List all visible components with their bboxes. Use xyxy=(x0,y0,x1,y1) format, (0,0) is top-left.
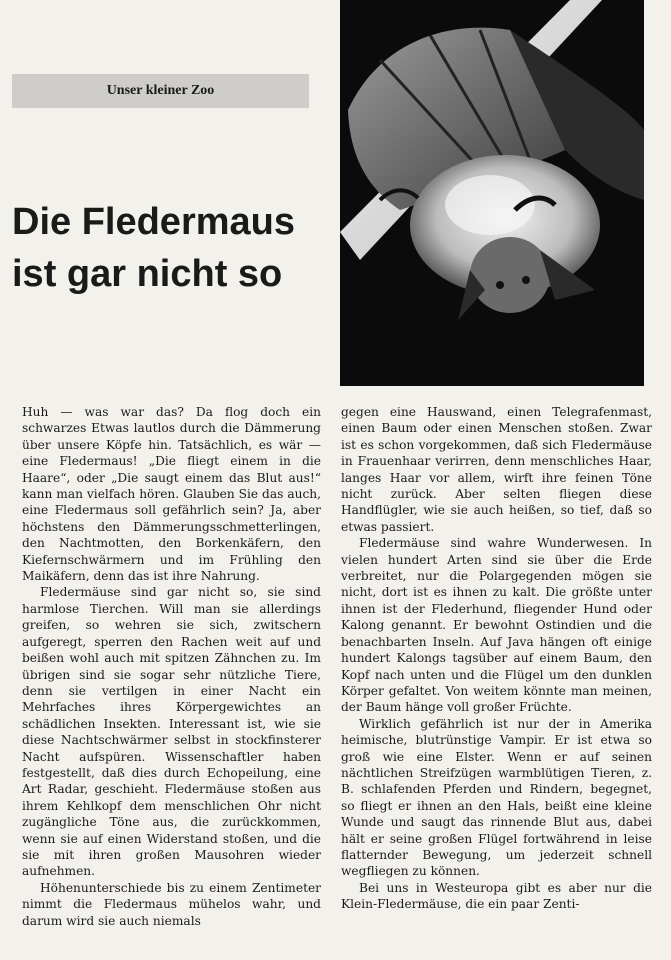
paragraph: gegen eine Hauswand, einen Telegrafenmast, einen Baum oder einen Menschen stoßen. Zwar ist es schon vorgekommen, daß sich Fledermäuse in Frauenhaar verirren, denn menschliches Haar, langes Haar vor allem, wirft ihre feinen Töne nicht zurück. Aber selten fliegen diese Handflügler, wie sie auch heißen, so tief, daß so etwas passiert. xyxy=(341,405,652,534)
article-column-left xyxy=(22,404,321,929)
paragraph: Höhenunterschiede bis zu einem Zentimeter nimmt die Fledermaus mühelos wahr, und darum wird sie auch niemals xyxy=(22,880,321,928)
bat-photo xyxy=(340,0,644,386)
article-column-right xyxy=(341,404,652,913)
headline xyxy=(12,196,332,300)
paragraph: Huh — was war das? Da flog doch ein schwarzes Etwas lautlos durch die Dämmerung über unsere Köpfe hin. Tatsächlich, es wär — eine Fledermaus! „Die fliegt einem in die Haare“, oder „Die saugt einem das Blut aus!“ kann man vielfach hören. Glauben Sie das auch, eine Fledermaus soll gefährlich sein? Ja, aber höchstens den Dämmerungsschmetterlingen, den Nachtmotten, den Borkenkäfern, den Kiefernschwärmern und im Frühling den Maikäfern, denn das ist ihre Nahrung. xyxy=(22,405,321,584)
bat-illustration-icon xyxy=(340,0,644,386)
paragraph: Bei uns in Westeuropa gibt es aber nur die Klein-Fledermäuse, die ein paar Zenti- xyxy=(341,880,652,912)
headline-line-1: Die Fledermaus xyxy=(12,201,295,243)
paragraph: Wirklich gefährlich ist nur der in Amerika heimische, blutrünstige Vampir. Er ist etwa so groß wie eine Elster. Wenn er auf seinen nächtlichen Streifzügen warmblütigen Tieren, z. B. schlafenden Pferden und Rindern, begegnet, so fliegt er ihnen an den Hals, beißt eine kleine Wunde und saugt das rinnende Blut aus, dabei hält er seine großen Flügel fortwährend in leise flatternder Bewegung, um jederzeit schnell wegfliegen zu können. xyxy=(341,716,652,879)
paragraph: Fledermäuse sind gar nicht so, sie sind harmlose Tierchen. Will man sie allerdings greifen, so wehren sie sich, zwitschern aufgeregt, sperren den Rachen weit auf und beißen wohl auch mit spitzen Zähnchen zu. Im übrigen sind sie sogar sehr nützliche Tiere, denn sie vertilgen in einer Nacht ein Mehrfaches ihres Körpergewichtes an schädlichen Insekten. Interessant ist, wie sie diese Nachtschwärmer selbst in stockfinsterer Nacht aufspüren. Wissenschaftler haben festgestellt, daß dies durch Echopeilung, eine Art Radar, geschieht. Fledermäuse stoßen aus ihrem Kehlkopf dem menschlichen Ohr nicht zugängliche Töne aus, die zurückkommen, wenn sie auf einen Widerstand stoßen, und die sie mit ihren großen Mausohren wieder aufnehmen. xyxy=(22,585,321,879)
headline-line-2: ist gar nicht so xyxy=(12,253,283,295)
paragraph: Fledermäuse sind wahre Wunderwesen. In vielen hundert Arten sind sie über die Erde verbreitet, nur die Polargegenden mögen sie nicht, dort ist es ihnen zu kalt. Die größte unter ihnen ist der Flederhund, fliegender Hund oder Kalong genannt. Er bewohnt Ostindien und die benachbarten Inseln. Auf Java hängen oft einige hundert Kalongs tagsüber auf einem Baum, den Kopf nach unten und die Flügel um den dunklen Körper gefaltet. Von weitem könnte man meinen, der Baum hänge voll großer Früchte. xyxy=(341,536,652,715)
section-label xyxy=(12,74,309,108)
section-label-text: Unser kleiner Zoo xyxy=(106,83,215,98)
